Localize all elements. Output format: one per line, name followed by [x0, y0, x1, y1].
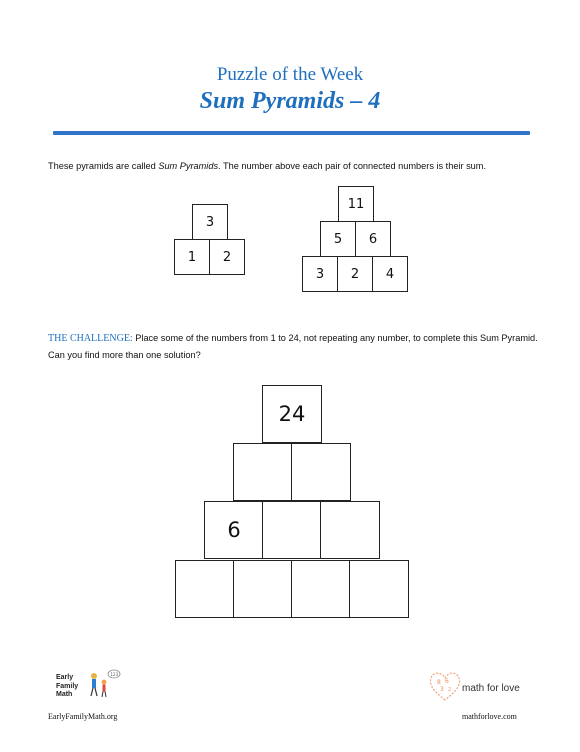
challenge-paragraph	[48, 330, 538, 363]
svg-text:123: 123	[110, 672, 119, 677]
puzzle-cell[interactable]	[175, 560, 235, 618]
pyramid-cell: 5	[320, 221, 356, 257]
early-family-math-logo	[48, 668, 138, 708]
puzzle-cell[interactable]	[233, 443, 293, 501]
footer-left-url[interactable]: EarlyFamilyMath.org	[48, 712, 118, 721]
page-title: Sum Pyramids – 4	[199, 88, 381, 114]
svg-text:6: 6	[445, 678, 449, 685]
pyramid-cell: 1	[174, 239, 210, 275]
pyramid-cell: 4	[372, 256, 408, 292]
pyramid-cell: 3	[302, 256, 338, 292]
svg-text:3: 3	[440, 686, 444, 693]
challenge-lead: THE CHALLENGE:	[48, 333, 133, 344]
puzzle-cell[interactable]: 24	[262, 385, 322, 443]
math-for-love-logo-text: math for love	[462, 683, 520, 694]
heart-numbers-icon	[428, 670, 462, 702]
puzzle-cell[interactable]	[291, 443, 351, 501]
puzzle-cell[interactable]	[291, 560, 351, 618]
pyramid-cell: 6	[355, 221, 391, 257]
intro-term: Sum Pyramids	[158, 161, 219, 171]
puzzle-cell[interactable]: 6	[204, 501, 264, 559]
title-divider	[53, 131, 530, 135]
pyramid-cell: 2	[209, 239, 245, 275]
footer-right-url[interactable]: mathforlove.com	[462, 712, 517, 721]
family-figures-icon	[82, 668, 122, 702]
intro-text-before: These pyramids are called	[48, 161, 159, 171]
puzzle-cell[interactable]	[262, 501, 322, 559]
intro-paragraph	[48, 160, 548, 172]
svg-text:2: 2	[448, 687, 452, 693]
intro-text-after: . The number above each pair of connected numbers is their sum.	[218, 161, 486, 171]
logo-word: Early	[56, 674, 74, 681]
puzzle-cell[interactable]	[349, 560, 409, 618]
puzzle-cell[interactable]	[233, 560, 293, 618]
logo-word: Math	[56, 691, 73, 698]
challenge-text: Place some of the numbers from 1 to 24, not repeating any number, to complete this Sum Pyramid. Can you find more than one solution?	[48, 333, 538, 360]
page-subtitle: Puzzle of the Week	[216, 64, 364, 85]
svg-text:8: 8	[437, 679, 441, 686]
logo-word: Family	[56, 682, 79, 690]
pyramid-cell: 11	[338, 186, 374, 222]
pyramid-cell: 3	[192, 204, 228, 240]
puzzle-cell[interactable]	[320, 501, 380, 559]
pyramid-cell: 2	[337, 256, 373, 292]
